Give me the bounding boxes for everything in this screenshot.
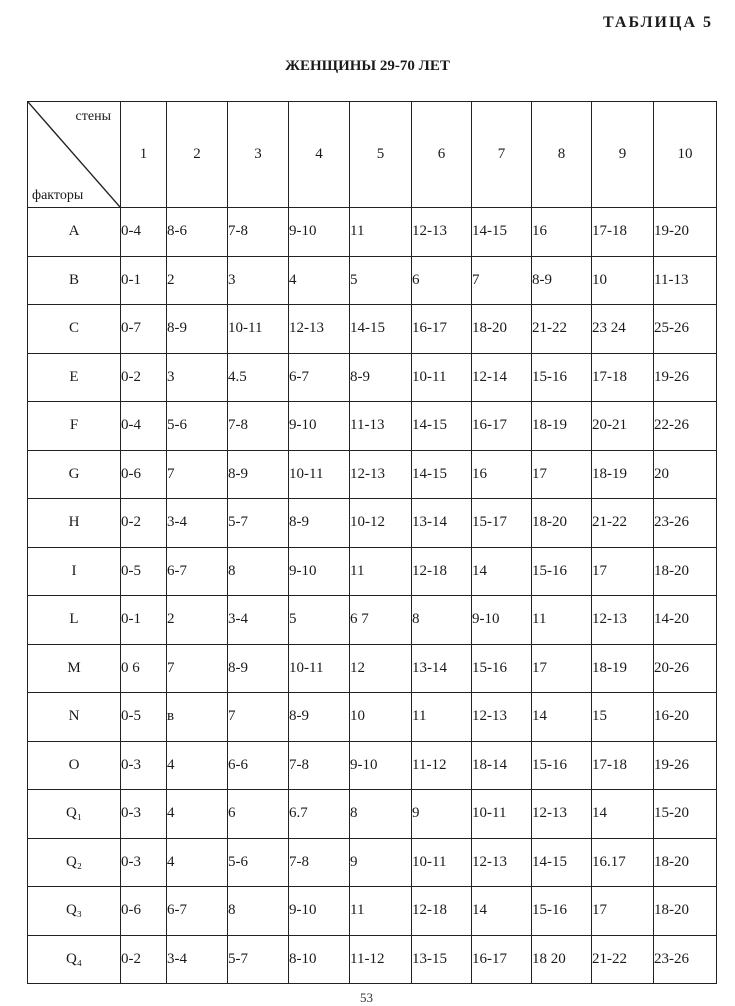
score-range-cell: 10-11: [228, 305, 289, 354]
score-range-cell: 12-13: [350, 450, 412, 499]
score-range-cell: 0-6: [121, 450, 167, 499]
score-range-cell: 3-4: [167, 499, 228, 548]
factor-cell: I: [28, 547, 121, 596]
score-range-cell: 5: [289, 596, 350, 645]
score-range-cell: 16: [532, 208, 592, 257]
score-range-cell: 11: [412, 693, 472, 742]
score-range-cell: 8-9: [167, 305, 228, 354]
corner-label-stens: стены: [75, 109, 111, 124]
score-range-cell: 7-8: [289, 838, 350, 887]
factor-cell: M: [28, 644, 121, 693]
score-range-cell: 5-6: [228, 838, 289, 887]
score-range-cell: 21-22: [592, 499, 654, 548]
sten-header: 2: [167, 102, 228, 208]
score-range-cell: 8-10: [289, 935, 350, 984]
score-range-cell: 0-4: [121, 208, 167, 257]
score-range-cell: 18 20: [532, 935, 592, 984]
score-range-cell: 9: [350, 838, 412, 887]
score-range-cell: 16.17: [592, 838, 654, 887]
score-range-cell: 10-11: [412, 353, 472, 402]
score-range-cell: 12-13: [472, 693, 532, 742]
score-range-cell: 7-8: [228, 402, 289, 451]
score-range-cell: 18-19: [532, 402, 592, 451]
score-range-cell: 0-7: [121, 305, 167, 354]
factor-cell: A: [28, 208, 121, 257]
score-range-cell: 0-1: [121, 596, 167, 645]
score-range-cell: 15: [592, 693, 654, 742]
score-range-cell: 3-4: [167, 935, 228, 984]
score-range-cell: 20: [654, 450, 717, 499]
score-range-cell: 14: [472, 887, 532, 936]
score-range-cell: 8: [350, 790, 412, 839]
corner-cell: [28, 102, 121, 208]
score-range-cell: 11: [350, 887, 412, 936]
score-range-cell: 6.7: [289, 790, 350, 839]
score-range-cell: 0-3: [121, 838, 167, 887]
score-range-cell: 13-14: [412, 644, 472, 693]
score-range-cell: 2: [167, 256, 228, 305]
score-range-cell: 15-16: [532, 887, 592, 936]
score-range-cell: 0-2: [121, 935, 167, 984]
score-range-cell: 9-10: [350, 741, 412, 790]
score-range-cell: 14: [472, 547, 532, 596]
factor-cell: G: [28, 450, 121, 499]
table-label: ТАБЛИЦА 5: [603, 14, 713, 31]
score-range-cell: 16-20: [654, 693, 717, 742]
score-range-cell: 9: [412, 790, 472, 839]
score-range-cell: 18-19: [592, 644, 654, 693]
factor-cell: F: [28, 402, 121, 451]
score-range-cell: 12-18: [412, 547, 472, 596]
table-row: [28, 450, 717, 499]
score-range-cell: 22-26: [654, 402, 717, 451]
table-row: [28, 305, 717, 354]
score-range-cell: 9-10: [289, 402, 350, 451]
score-range-cell: 9-10: [472, 596, 532, 645]
score-range-cell: 12-13: [412, 208, 472, 257]
table-row: [28, 256, 717, 305]
page-number: 53: [360, 990, 373, 1005]
table-row: [28, 887, 717, 936]
score-range-cell: 14-15: [532, 838, 592, 887]
sten-header: 10: [654, 102, 717, 208]
score-range-cell: 18-20: [532, 499, 592, 548]
table-row: [28, 208, 717, 257]
factor-cell: Q₂: [28, 838, 121, 887]
score-range-cell: 0-1: [121, 256, 167, 305]
score-range-cell: 20-26: [654, 644, 717, 693]
sten-header: 8: [532, 102, 592, 208]
score-range-cell: 3: [228, 256, 289, 305]
factor-cell: C: [28, 305, 121, 354]
score-range-cell: 6-7: [167, 547, 228, 596]
score-range-cell: 17-18: [592, 741, 654, 790]
score-range-cell: 12-14: [472, 353, 532, 402]
score-range-cell: 23-26: [654, 499, 717, 548]
score-range-cell: 0-4: [121, 402, 167, 451]
score-range-cell: 19-20: [654, 208, 717, 257]
table-row: [28, 353, 717, 402]
score-range-cell: 4: [289, 256, 350, 305]
score-range-cell: 8-6: [167, 208, 228, 257]
score-range-cell: 10-11: [412, 838, 472, 887]
score-range-cell: 13-14: [412, 499, 472, 548]
factor-cell: B: [28, 256, 121, 305]
sten-header: 9: [592, 102, 654, 208]
score-range-cell: 11-13: [654, 256, 717, 305]
score-range-cell: 17: [592, 547, 654, 596]
score-range-cell: 2: [167, 596, 228, 645]
score-range-cell: 4: [167, 838, 228, 887]
sten-header: 7: [472, 102, 532, 208]
score-range-cell: 0 6: [121, 644, 167, 693]
score-range-cell: 18-20: [654, 887, 717, 936]
score-range-cell: 12-13: [289, 305, 350, 354]
score-range-cell: 9-10: [289, 547, 350, 596]
table-row: [28, 693, 717, 742]
score-range-cell: 18-20: [472, 305, 532, 354]
score-range-cell: 17-18: [592, 353, 654, 402]
score-range-cell: 17-18: [592, 208, 654, 257]
factor-cell: H: [28, 499, 121, 548]
score-range-cell: 9-10: [289, 208, 350, 257]
score-range-cell: 8: [412, 596, 472, 645]
factor-cell: E: [28, 353, 121, 402]
score-range-cell: 5-6: [167, 402, 228, 451]
score-range-cell: 15-16: [532, 741, 592, 790]
score-range-cell: 11: [350, 547, 412, 596]
score-range-cell: 21-22: [532, 305, 592, 354]
table-row: [28, 790, 717, 839]
score-range-cell: 0-3: [121, 741, 167, 790]
score-range-cell: 16-17: [412, 305, 472, 354]
score-range-cell: 7: [472, 256, 532, 305]
score-range-cell: 7-8: [289, 741, 350, 790]
score-range-cell: 14: [532, 693, 592, 742]
score-range-cell: 10: [592, 256, 654, 305]
score-range-cell: 8-9: [532, 256, 592, 305]
score-range-cell: 8-9: [289, 499, 350, 548]
score-range-cell: 16-17: [472, 935, 532, 984]
score-range-cell: 15-17: [472, 499, 532, 548]
score-range-cell: 23 24: [592, 305, 654, 354]
score-range-cell: 17: [532, 644, 592, 693]
sten-header: 4: [289, 102, 350, 208]
score-range-cell: 0-5: [121, 547, 167, 596]
table-title: ЖЕНЩИНЫ 29-70 ЛЕТ: [285, 58, 450, 74]
factor-cell: Q₁: [28, 790, 121, 839]
score-range-cell: 16-17: [472, 402, 532, 451]
score-range-cell: 8: [228, 547, 289, 596]
score-range-cell: 14-20: [654, 596, 717, 645]
score-range-cell: 17: [532, 450, 592, 499]
sten-header: 1: [121, 102, 167, 208]
table-row: [28, 741, 717, 790]
score-range-cell: 11: [350, 208, 412, 257]
score-range-cell: 8-9: [350, 353, 412, 402]
score-range-cell: 4.5: [228, 353, 289, 402]
score-range-cell: 10: [350, 693, 412, 742]
score-range-cell: 10-12: [350, 499, 412, 548]
score-range-cell: 11-12: [412, 741, 472, 790]
score-range-cell: 17: [592, 887, 654, 936]
table-row: [28, 838, 717, 887]
score-range-cell: 0-2: [121, 499, 167, 548]
score-range-cell: 15-16: [532, 547, 592, 596]
score-range-cell: 11-12: [350, 935, 412, 984]
score-range-cell: 0-5: [121, 693, 167, 742]
score-range-cell: 5-7: [228, 935, 289, 984]
sten-header: 3: [228, 102, 289, 208]
score-range-cell: 12-18: [412, 887, 472, 936]
score-range-cell: 18-14: [472, 741, 532, 790]
factor-cell: L: [28, 596, 121, 645]
score-range-cell: 10-11: [289, 450, 350, 499]
score-range-cell: 15-16: [472, 644, 532, 693]
table-row: [28, 402, 717, 451]
table-row: [28, 547, 717, 596]
score-range-cell: 3-4: [228, 596, 289, 645]
score-range-cell: 20-21: [592, 402, 654, 451]
table-row: [28, 596, 717, 645]
score-range-cell: 9-10: [289, 887, 350, 936]
score-range-cell: 14: [592, 790, 654, 839]
factor-cell: Q₃: [28, 887, 121, 936]
score-range-cell: 8-9: [228, 644, 289, 693]
score-range-cell: 8-9: [289, 693, 350, 742]
score-range-cell: 4: [167, 741, 228, 790]
score-range-cell: 6 7: [350, 596, 412, 645]
score-range-cell: 19-26: [654, 741, 717, 790]
score-range-cell: 18-20: [654, 838, 717, 887]
sten-norms-table: [27, 101, 717, 984]
score-range-cell: 8-9: [228, 450, 289, 499]
table-row: [28, 644, 717, 693]
score-range-cell: 6-7: [289, 353, 350, 402]
score-range-cell: 5: [350, 256, 412, 305]
score-range-cell: 18-19: [592, 450, 654, 499]
score-range-cell: 25-26: [654, 305, 717, 354]
score-range-cell: 23-26: [654, 935, 717, 984]
score-range-cell: 15-20: [654, 790, 717, 839]
corner-label-factors: факторы: [32, 188, 84, 203]
score-range-cell: 21-22: [592, 935, 654, 984]
score-range-cell: 12-13: [532, 790, 592, 839]
sten-header: 6: [412, 102, 472, 208]
score-range-cell: 12: [350, 644, 412, 693]
score-range-cell: 6: [228, 790, 289, 839]
score-range-cell: 5-7: [228, 499, 289, 548]
score-range-cell: 3: [167, 353, 228, 402]
score-range-cell: 7: [228, 693, 289, 742]
score-range-cell: 0-2: [121, 353, 167, 402]
factor-cell: O: [28, 741, 121, 790]
score-range-cell: 0-3: [121, 790, 167, 839]
table-row: [28, 935, 717, 984]
score-range-cell: 12-13: [472, 838, 532, 887]
score-range-cell: 14-15: [350, 305, 412, 354]
score-range-cell: 14-15: [472, 208, 532, 257]
score-range-cell: 19-26: [654, 353, 717, 402]
table-row: [28, 499, 717, 548]
score-range-cell: 15-16: [532, 353, 592, 402]
score-range-cell: 7-8: [228, 208, 289, 257]
score-range-cell: 0-6: [121, 887, 167, 936]
factor-cell: N: [28, 693, 121, 742]
score-range-cell: 8: [228, 887, 289, 936]
factor-cell: Q₄: [28, 935, 121, 984]
score-range-cell: 11-13: [350, 402, 412, 451]
score-range-cell: 16: [472, 450, 532, 499]
score-range-cell: 12-13: [592, 596, 654, 645]
score-range-cell: 7: [167, 644, 228, 693]
score-range-cell: 4: [167, 790, 228, 839]
score-range-cell: 13-15: [412, 935, 472, 984]
score-range-cell: в: [167, 693, 228, 742]
score-range-cell: 14-15: [412, 402, 472, 451]
score-range-cell: 10-11: [472, 790, 532, 839]
score-range-cell: 6-6: [228, 741, 289, 790]
score-range-cell: 18-20: [654, 547, 717, 596]
score-range-cell: 11: [532, 596, 592, 645]
header-row: [28, 102, 717, 208]
score-range-cell: 6: [412, 256, 472, 305]
score-range-cell: 7: [167, 450, 228, 499]
score-range-cell: 6-7: [167, 887, 228, 936]
score-range-cell: 14-15: [412, 450, 472, 499]
sten-header: 5: [350, 102, 412, 208]
score-range-cell: 10-11: [289, 644, 350, 693]
